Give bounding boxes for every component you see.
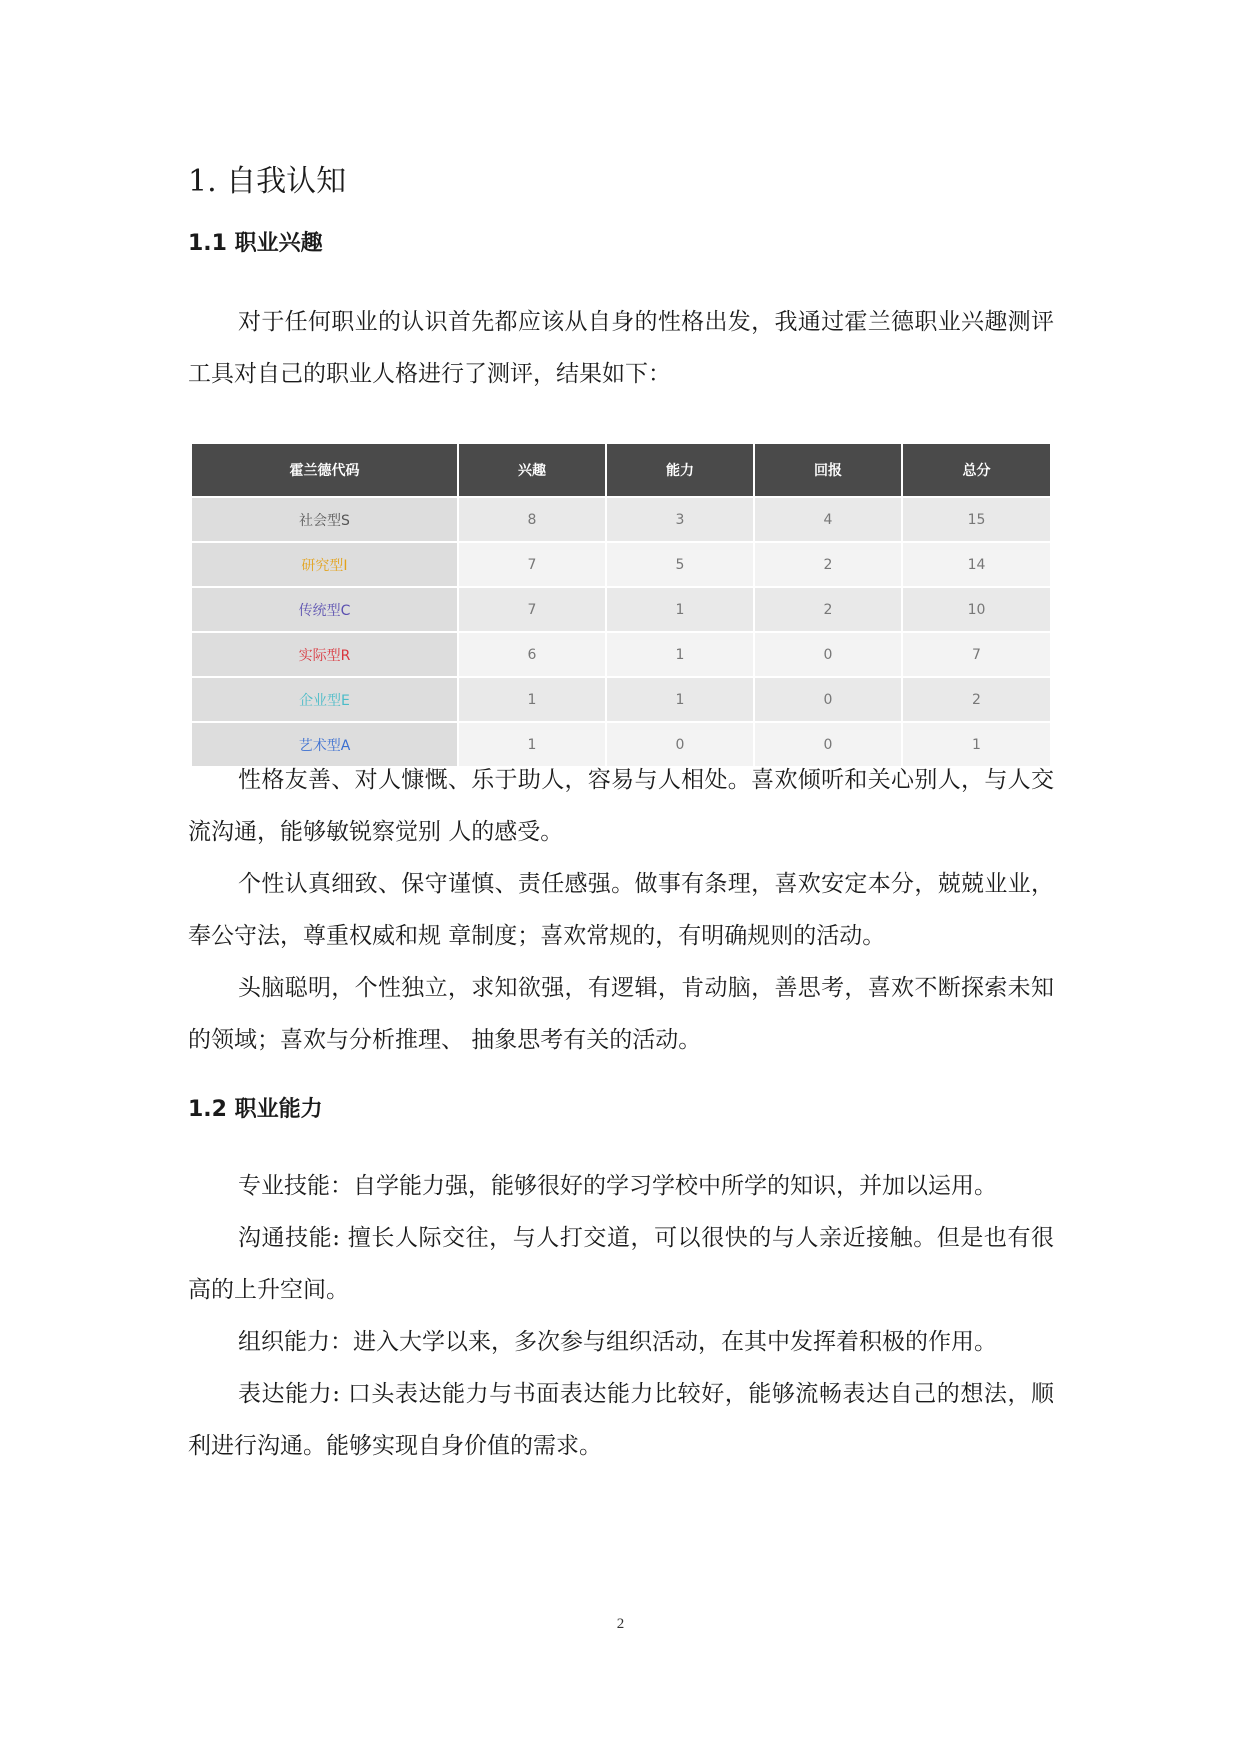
trait-paragraph-2: 个性认真细致、保守谨慎、责任感强。做事有条理，喜欢安定本分，兢兢业业，奉公守法，尊重权威和规 章制度；喜欢常规的，有明确规则的活动。 bbox=[188, 871, 1054, 949]
row-value-cell: 1 bbox=[902, 722, 1050, 766]
intro-paragraph: 对于任何职业的认识首先都应该从自身的性格出发，我通过霍兰德职业兴趣测评工具对自己的职业人格进行了测评，结果如下： bbox=[188, 309, 1054, 387]
table-row bbox=[192, 497, 1050, 542]
section-title: 1. 自我认知 bbox=[188, 164, 347, 199]
ability-paragraph-3: 组织能力：进入大学以来，多次参与组织活动，在其中发挥着积极的作用。 bbox=[238, 1329, 997, 1355]
row-value-cell: 7 bbox=[902, 632, 1050, 677]
row-value-cell: 6 bbox=[458, 632, 606, 677]
subsection-title-ability: 1.2 职业能力 bbox=[188, 1097, 323, 1122]
row-value-cell: 0 bbox=[754, 677, 902, 722]
table-row bbox=[192, 677, 1050, 722]
row-type-cell: 研究型I bbox=[192, 542, 458, 587]
header-code: 霍兰德代码 bbox=[192, 444, 458, 497]
row-value-cell: 0 bbox=[754, 722, 902, 766]
row-value-cell: 2 bbox=[902, 677, 1050, 722]
page-number: 2 bbox=[616, 1616, 625, 1632]
row-value-cell: 8 bbox=[458, 497, 606, 542]
row-type-cell: 企业型E bbox=[192, 677, 458, 722]
row-type-cell: 艺术型A bbox=[192, 722, 458, 766]
row-value-cell: 14 bbox=[902, 542, 1050, 587]
row-type-cell: 传统型C bbox=[192, 587, 458, 632]
row-type-cell: 社会型S bbox=[192, 497, 458, 542]
trait-paragraph-3: 头脑聪明，个性独立，求知欲强，有逻辑，肯动脑，善思考，喜欢不断探索未知的领域；喜欢与分析推理、 抽象思考有关的活动。 bbox=[188, 975, 1054, 1053]
trait-paragraph-1: 性格友善、对人慷慨、乐于助人，容易与人相处。喜欢倾听和关心别人，与人交流沟通，能够敏锐察觉别 人的感受。 bbox=[188, 767, 1054, 845]
ability-paragraph-4: 表达能力: 口头表达能力与书面表达能力比较好，能够流畅表达自己的想法，顺利进行沟通。能够实现自身价值的需求。 bbox=[188, 1381, 1054, 1459]
row-value-cell: 1 bbox=[458, 677, 606, 722]
row-value-cell: 1 bbox=[606, 587, 754, 632]
row-value-cell: 10 bbox=[902, 587, 1050, 632]
header-ability: 能力 bbox=[606, 444, 754, 497]
table-row bbox=[192, 542, 1050, 587]
subsection-title-interest: 1.1 职业兴趣 bbox=[188, 231, 323, 256]
table-row bbox=[192, 632, 1050, 677]
header-total: 总分 bbox=[902, 444, 1050, 497]
row-value-cell: 7 bbox=[458, 587, 606, 632]
ability-paragraph-2: 沟通技能: 擅长人际交往，与人打交道，可以很快的与人亲近接触。但是也有很高的上升空间。 bbox=[188, 1225, 1054, 1303]
row-value-cell: 0 bbox=[754, 632, 902, 677]
row-value-cell: 2 bbox=[754, 542, 902, 587]
row-value-cell: 2 bbox=[754, 587, 902, 632]
row-value-cell: 1 bbox=[458, 722, 606, 766]
holland-table-container bbox=[192, 444, 1050, 754]
row-value-cell: 5 bbox=[606, 542, 754, 587]
row-value-cell: 4 bbox=[754, 497, 902, 542]
header-interest: 兴趣 bbox=[458, 444, 606, 497]
row-value-cell: 0 bbox=[606, 722, 754, 766]
table-row bbox=[192, 587, 1050, 632]
holland-code-table bbox=[192, 444, 1050, 766]
row-type-cell: 实际型R bbox=[192, 632, 458, 677]
row-value-cell: 15 bbox=[902, 497, 1050, 542]
table-header-row bbox=[192, 444, 1050, 497]
row-value-cell: 3 bbox=[606, 497, 754, 542]
row-value-cell: 1 bbox=[606, 677, 754, 722]
row-value-cell: 1 bbox=[606, 632, 754, 677]
row-value-cell: 7 bbox=[458, 542, 606, 587]
header-reward: 回报 bbox=[754, 444, 902, 497]
ability-paragraph-1: 专业技能：自学能力强，能够很好的学习学校中所学的知识，并加以运用。 bbox=[238, 1173, 997, 1199]
